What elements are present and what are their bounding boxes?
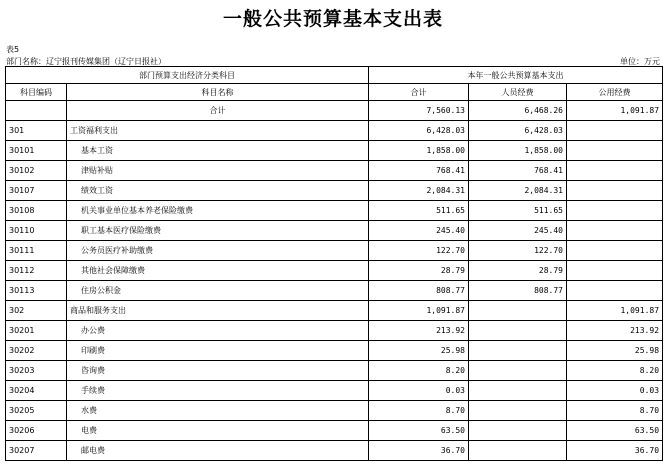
row-personnel: 511.65 — [469, 201, 567, 221]
header-personnel: 人员经费 — [469, 84, 567, 101]
table-row — [6, 121, 663, 141]
row-name: 其他社会保障缴费 — [67, 261, 369, 281]
header-basic-expenditure: 本年一般公共预算基本支出 — [369, 67, 663, 84]
row-name: 手续费 — [67, 381, 369, 401]
row-public — [567, 221, 663, 241]
row-personnel: 28.79 — [469, 261, 567, 281]
row-personnel — [469, 361, 567, 381]
table-row — [6, 221, 663, 241]
row-code: 30111 — [6, 241, 67, 261]
row-public — [567, 201, 663, 221]
row-name: 咨询费 — [67, 361, 369, 381]
row-public — [567, 141, 663, 161]
row-total: 122.70 — [369, 241, 469, 261]
row-code: 30202 — [6, 341, 67, 361]
table-row — [6, 181, 663, 201]
header-code: 科目编码 — [6, 84, 67, 101]
row-code: 30206 — [6, 421, 67, 441]
row-code: 30203 — [6, 361, 67, 381]
unit-label: 单位：万元 — [620, 57, 660, 66]
row-personnel: 768.41 — [469, 161, 567, 181]
row-personnel: 245.40 — [469, 221, 567, 241]
row-public: 0.03 — [567, 381, 663, 401]
row-total: 6,428.03 — [369, 121, 469, 141]
row-name: 印刷费 — [67, 341, 369, 361]
row-public: 36.70 — [567, 441, 663, 461]
row-code: 30108 — [6, 201, 67, 221]
row-public — [567, 121, 663, 141]
row-code: 30204 — [6, 381, 67, 401]
row-public: 25.98 — [567, 341, 663, 361]
row-code: 30201 — [6, 321, 67, 341]
row-code: 30112 — [6, 261, 67, 281]
row-total: 2,084.31 — [369, 181, 469, 201]
table-row — [6, 201, 663, 221]
total-label: 合计 — [67, 101, 369, 121]
row-personnel: 2,084.31 — [469, 181, 567, 201]
row-total: 768.41 — [369, 161, 469, 181]
row-code: 30207 — [6, 441, 67, 461]
row-code: 302 — [6, 301, 67, 321]
row-public: 8.20 — [567, 361, 663, 381]
table-row — [6, 161, 663, 181]
row-total: 213.92 — [369, 321, 469, 341]
row-name: 电费 — [67, 421, 369, 441]
table-row — [6, 141, 663, 161]
row-name: 基本工资 — [67, 141, 369, 161]
row-name: 绩效工资 — [67, 181, 369, 201]
table-row — [6, 301, 663, 321]
table-number: 表5 — [6, 45, 20, 54]
header-group-row — [6, 67, 663, 84]
header-economic-classification: 部门预算支出经济分类科目 — [6, 67, 369, 84]
row-personnel — [469, 381, 567, 401]
total-personnel: 6,468.26 — [469, 101, 567, 121]
row-name: 住房公积金 — [67, 281, 369, 301]
table-row — [6, 441, 663, 461]
row-public: 63.50 — [567, 421, 663, 441]
header-total: 合计 — [369, 84, 469, 101]
row-public: 8.70 — [567, 401, 663, 421]
row-total: 36.70 — [369, 441, 469, 461]
row-personnel — [469, 321, 567, 341]
row-public — [567, 261, 663, 281]
table-row — [6, 241, 663, 261]
row-personnel — [469, 401, 567, 421]
row-code: 30110 — [6, 221, 67, 241]
table-row — [6, 361, 663, 381]
row-personnel: 122.70 — [469, 241, 567, 261]
row-total: 245.40 — [369, 221, 469, 241]
row-code: 30107 — [6, 181, 67, 201]
row-name: 工资福利支出 — [67, 121, 369, 141]
row-public — [567, 161, 663, 181]
header-row — [6, 84, 663, 101]
total-row — [6, 101, 663, 121]
row-personnel: 808.77 — [469, 281, 567, 301]
row-total: 25.98 — [369, 341, 469, 361]
row-personnel — [469, 341, 567, 361]
document-title: 一般公共预算基本支出表 — [222, 8, 443, 30]
table-row — [6, 381, 663, 401]
row-name: 商品和服务支出 — [67, 301, 369, 321]
row-total: 8.20 — [369, 361, 469, 381]
header-name: 科目名称 — [67, 84, 369, 101]
department-label: 部门名称：辽宁报刊传媒集团（辽宁日报社） — [6, 57, 166, 66]
row-code: 301 — [6, 121, 67, 141]
row-total: 511.65 — [369, 201, 469, 221]
row-name: 邮电费 — [67, 441, 369, 461]
table-row — [6, 401, 663, 421]
row-code: 30113 — [6, 281, 67, 301]
row-personnel — [469, 301, 567, 321]
row-total: 0.03 — [369, 381, 469, 401]
table-row — [6, 341, 663, 361]
row-code: 30102 — [6, 161, 67, 181]
row-name: 津贴补贴 — [67, 161, 369, 181]
total-amount: 7,560.13 — [369, 101, 469, 121]
total-code-cell — [6, 101, 67, 121]
row-public — [567, 281, 663, 301]
row-name: 职工基本医疗保险缴费 — [67, 221, 369, 241]
table-row — [6, 321, 663, 341]
row-total: 8.70 — [369, 401, 469, 421]
row-personnel: 1,858.00 — [469, 141, 567, 161]
row-public — [567, 241, 663, 261]
row-public: 213.92 — [567, 321, 663, 341]
row-name: 办公费 — [67, 321, 369, 341]
table-row — [6, 281, 663, 301]
row-total: 1,858.00 — [369, 141, 469, 161]
row-public: 1,091.87 — [567, 301, 663, 321]
row-total: 1,091.87 — [369, 301, 469, 321]
row-total: 63.50 — [369, 421, 469, 441]
row-code: 30101 — [6, 141, 67, 161]
table-row — [6, 421, 663, 441]
total-public: 1,091.87 — [567, 101, 663, 121]
row-personnel — [469, 421, 567, 441]
budget-table — [5, 66, 663, 461]
row-public — [567, 181, 663, 201]
row-total: 28.79 — [369, 261, 469, 281]
row-personnel — [469, 441, 567, 461]
row-code: 30205 — [6, 401, 67, 421]
row-name: 机关事业单位基本养老保险缴费 — [67, 201, 369, 221]
row-name: 公务员医疗补助缴费 — [67, 241, 369, 261]
header-public: 公用经费 — [567, 84, 663, 101]
row-name: 水费 — [67, 401, 369, 421]
table-row — [6, 261, 663, 281]
row-total: 808.77 — [369, 281, 469, 301]
row-personnel: 6,428.03 — [469, 121, 567, 141]
